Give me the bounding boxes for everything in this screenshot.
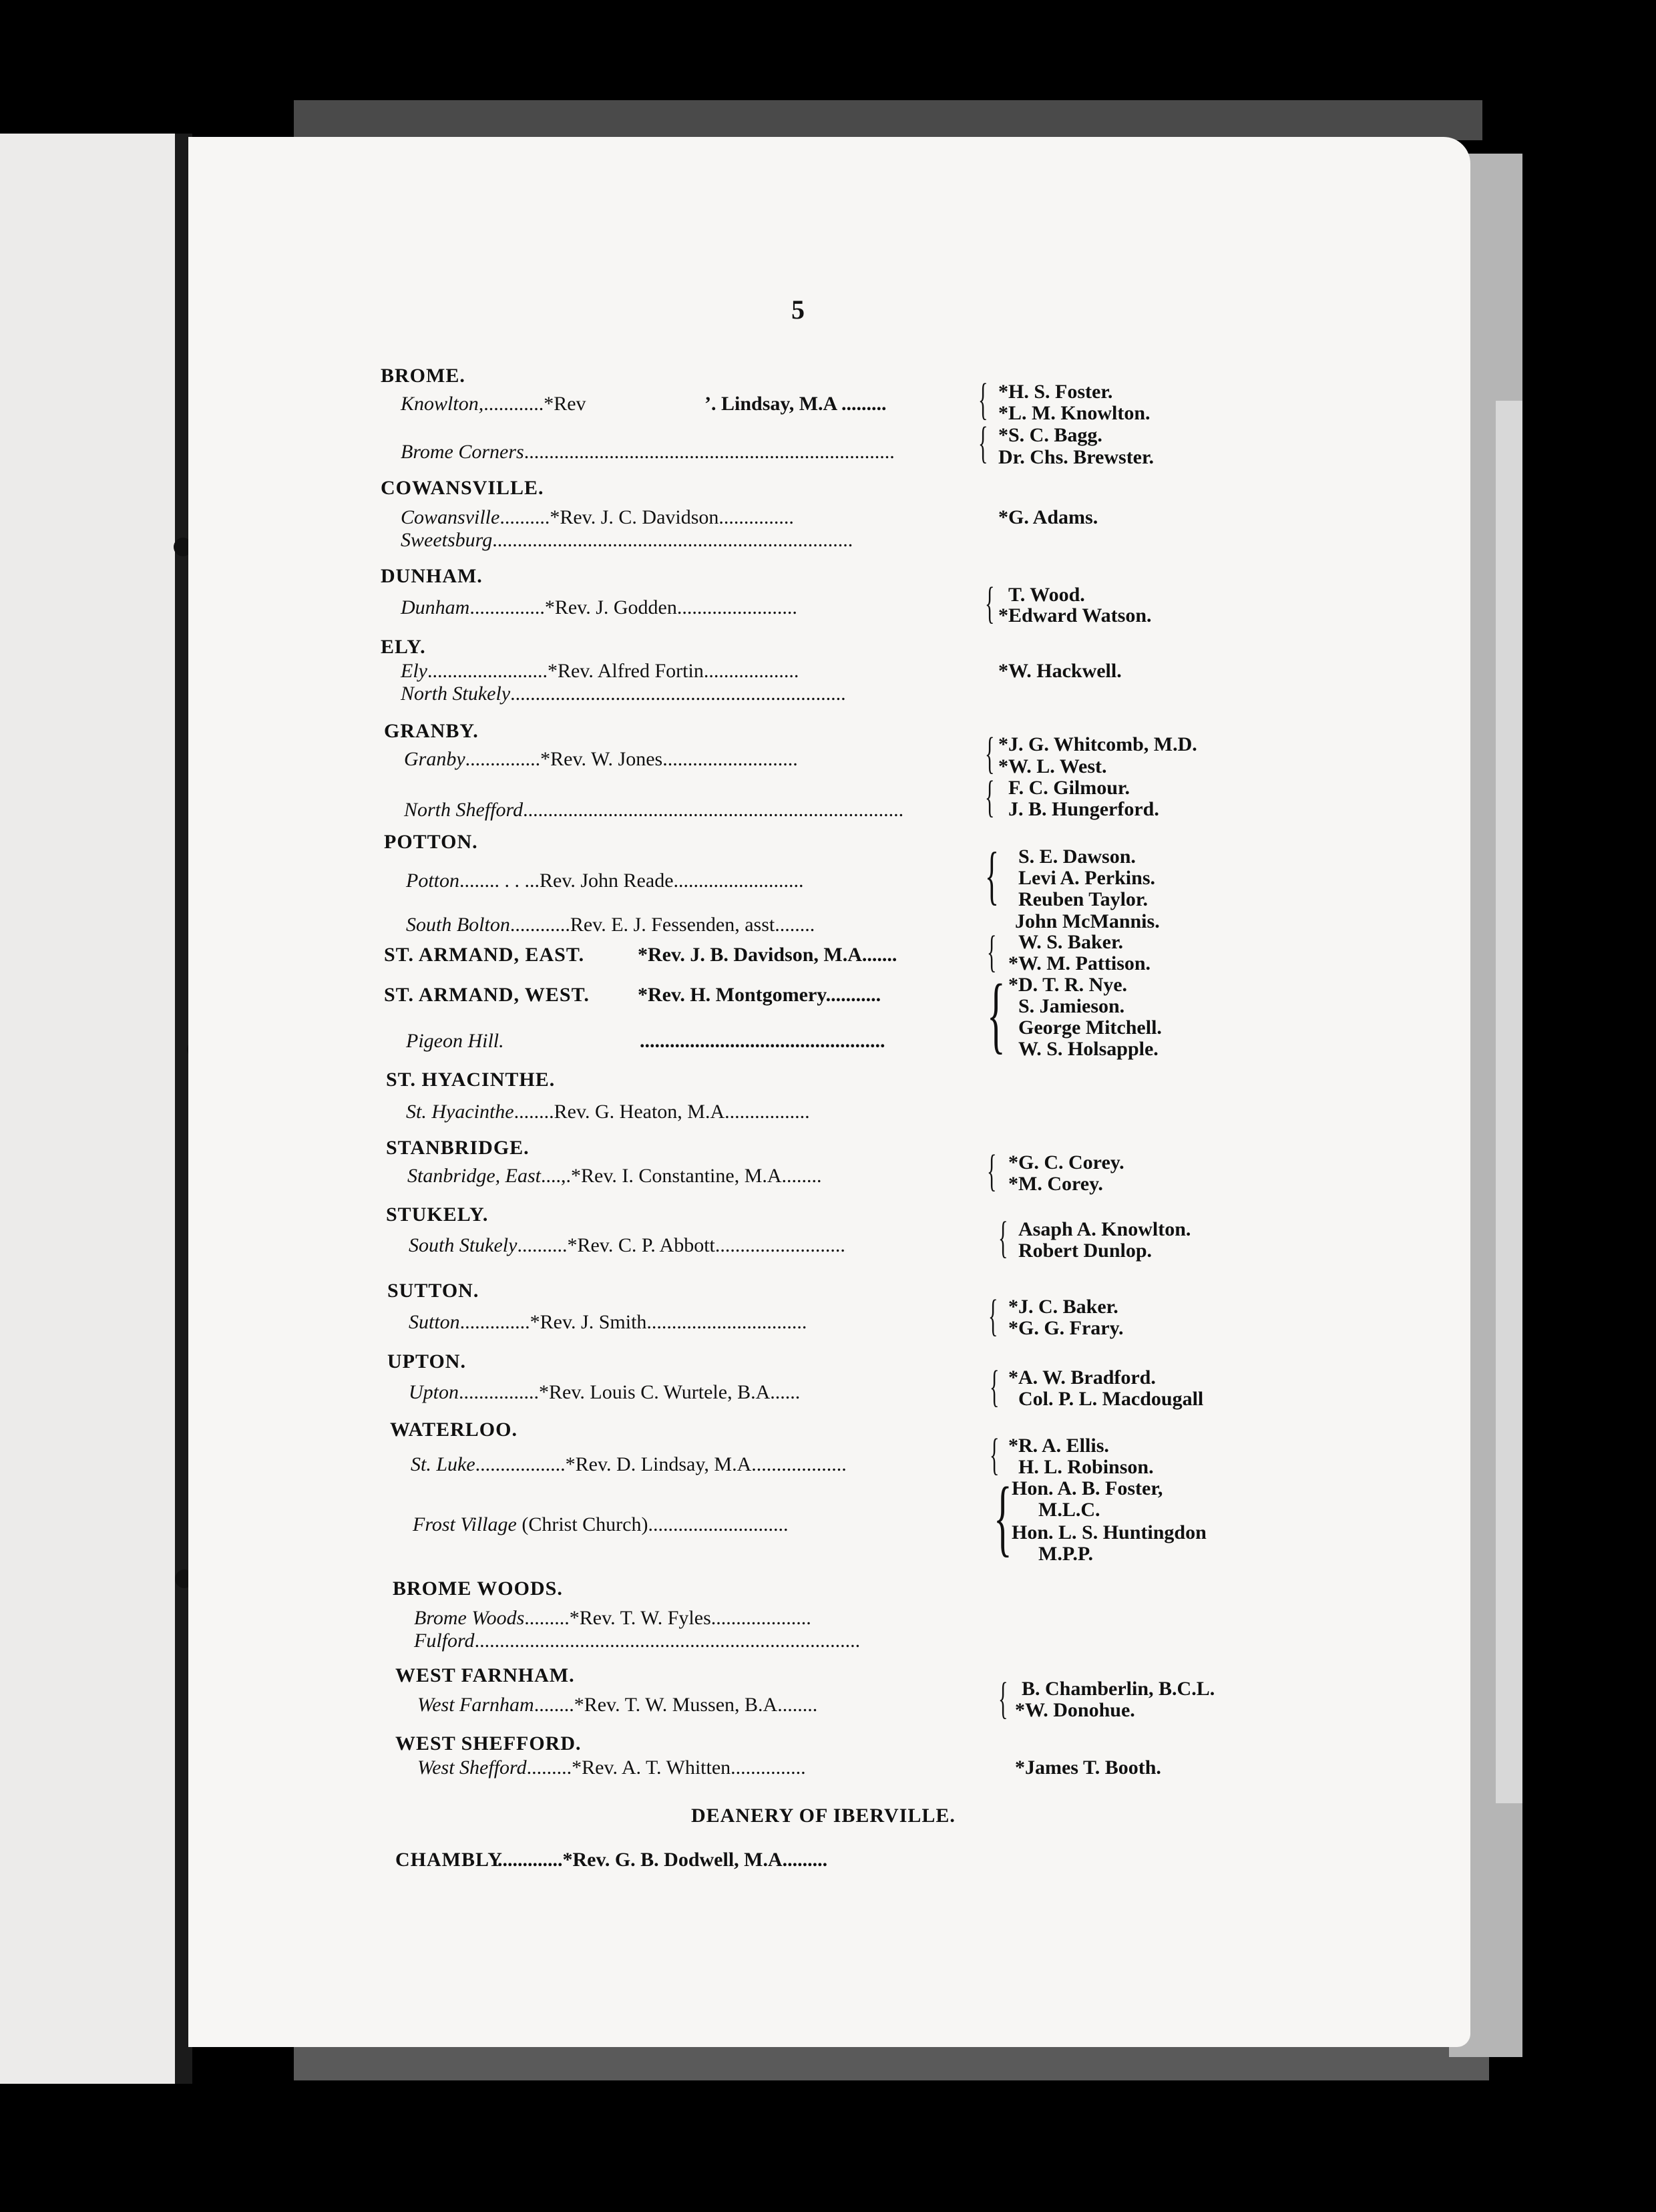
warden-name: Hon. A. B. Foster, (1012, 1477, 1163, 1499)
clergy-entry: ............Rev. E. J. Fessenden, asst........ (509, 914, 815, 936)
district-heading: ELY. (381, 636, 426, 658)
parish-name: Fulford (414, 1630, 475, 1652)
district-heading: UPTON. (387, 1350, 466, 1372)
district-heading: ST. ARMAND, EAST. (384, 944, 585, 966)
facing-page (0, 134, 187, 2084)
parish-row (406, 1102, 810, 1122)
warden-name: Dr. Chs. Brewster. (998, 446, 1155, 468)
page-edge-top (294, 100, 1482, 140)
warden-name: M.L.C. (1038, 1499, 1100, 1521)
warden-name: *G. G. Frary. (1008, 1317, 1124, 1339)
district-heading: GRANBY. (384, 720, 479, 742)
district-heading: BROME. (381, 365, 465, 387)
parish-row (414, 1631, 860, 1651)
warden-name: *James T. Booth. (1015, 1757, 1161, 1779)
parish-name: Knowlton, (401, 393, 484, 415)
clergy-entry: ............................................................................ (523, 799, 904, 821)
clergy-entry: .............*Rev. G. B. Dodwell, M.A......... (497, 1849, 828, 1871)
curly-brace: { (985, 840, 999, 911)
parish-name: Upton (409, 1381, 459, 1403)
parish-row (401, 442, 895, 462)
clergy-entry: ........Rev. G. Heaton, M.A................. (513, 1101, 810, 1123)
parish-name: Brome Corners (401, 441, 524, 463)
curly-brace: { (985, 578, 995, 628)
curly-brace: { (990, 1362, 1000, 1411)
parish-row (406, 915, 815, 935)
parish-row (417, 1695, 817, 1715)
warden-name: *H. S. Foster. (998, 381, 1113, 403)
parish-row (406, 871, 804, 891)
warden-name: *S. C. Bagg. (998, 424, 1102, 446)
parish-name: Potton (406, 870, 459, 892)
book-page (188, 137, 1470, 2047)
parish-row (401, 684, 846, 704)
warden-name: *R. A. Ellis. (1008, 1435, 1109, 1457)
warden-name: *W. M. Pattison. (1008, 952, 1151, 974)
clergy-entry: ..........*Rev. C. P. Abbott.......................... (517, 1234, 845, 1256)
warden-name: *W. Hackwell. (998, 660, 1122, 682)
parish-name: Sutton (409, 1311, 460, 1333)
parish-row (401, 661, 799, 681)
curly-brace: { (987, 967, 1006, 1062)
warden-name: *W. Donohue. (1015, 1699, 1135, 1721)
warden-name: *J. C. Baker. (1008, 1296, 1118, 1318)
clergy-entry: ........ . . ...Rev. John Reade.......................... (459, 870, 804, 892)
warden-name: Levi A. Perkins. (1018, 867, 1156, 889)
parish-name: West Shefford (417, 1757, 527, 1779)
curly-brace: { (987, 927, 997, 976)
page-edge-bottom (294, 2044, 1489, 2080)
district-heading: WEST SHEFFORD. (395, 1732, 582, 1755)
page-edge-right-torn (1496, 401, 1522, 1803)
parish-row (414, 1608, 811, 1628)
clergy-entry: ...............*Rev. J. Godden........................ (469, 596, 797, 618)
warden-name: Hon. L. S. Huntingdon (1012, 1521, 1207, 1543)
clergy-entry: ............................................................................. (474, 1630, 861, 1652)
clergy-entry: ..........*Rev. J. C. Davidson............... (499, 506, 794, 528)
parish-row (409, 1312, 807, 1332)
district-heading: COWANSVILLE. (381, 477, 544, 499)
curly-brace: { (985, 729, 995, 778)
warden-name: J. B. Hungerford. (1008, 798, 1159, 820)
parish-row (401, 508, 794, 528)
district-heading: STANBRIDGE. (386, 1137, 530, 1159)
clergy-entry: *Rev. J. B. Davidson, M.A....... (638, 944, 897, 966)
deanery-heading: DEANERY OF IBERVILLE. (691, 1805, 956, 1827)
clergy-entry: *Rev. H. Montgomery........... (638, 984, 881, 1006)
warden-name: *Edward Watson. (998, 604, 1152, 626)
parish-row (406, 1031, 504, 1051)
parish-name: South Bolton (406, 914, 510, 936)
clergy-entry: ’. Lindsay, M.A ......... (704, 393, 887, 415)
warden-name: *D. T. R. Nye. (1008, 974, 1128, 996)
curly-brace: { (998, 1674, 1008, 1723)
parish-row (401, 394, 586, 414)
parish-name: South Stukely (409, 1234, 518, 1256)
warden-name: *W. L. West. (998, 755, 1107, 777)
parish-row (404, 749, 798, 769)
page-number: 5 (791, 295, 805, 325)
parish-name: Pigeon Hill. (406, 1030, 504, 1052)
warden-name: George Mitchell. (1018, 1017, 1162, 1039)
clergy-entry: (Christ Church)............................ (516, 1513, 789, 1535)
clergy-entry: .........*Rev. T. W. Fyles.................... (524, 1607, 811, 1629)
warden-name: *M. Corey. (1008, 1173, 1103, 1195)
clergy-entry: ..............*Rev. J. Smith................................ (459, 1311, 807, 1333)
district-heading: ST. HYACINTHE. (386, 1069, 556, 1091)
clergy-entry: ........*Rev. T. W. Mussen, B.A........ (534, 1694, 818, 1716)
clergy-entry: ..................*Rev. D. Lindsay, M.A................... (475, 1453, 847, 1475)
clergy-entry: ...............*Rev. W. Jones........................... (465, 748, 798, 770)
parish-name: Brome Woods (414, 1607, 525, 1629)
clergy-entry: ........................................................................ (492, 529, 853, 551)
warden-name: *A. W. Bradford. (1008, 1366, 1156, 1389)
parish-row (407, 1166, 822, 1186)
clergy-entry: ....,.*Rev. I. Constantine, M.A........ (541, 1165, 822, 1187)
curly-brace: { (988, 1291, 998, 1340)
district-heading: CHAMBLY (395, 1849, 503, 1871)
district-heading: BROME WOODS. (393, 1578, 563, 1600)
warden-name: W. S. Baker. (1018, 931, 1124, 953)
district-heading: ST. ARMAND, WEST. (384, 984, 590, 1006)
clergy-entry: .........*Rev. A. T. Whitten............... (526, 1757, 806, 1779)
parish-row (401, 598, 797, 618)
parish-row (417, 1758, 806, 1778)
district-heading: SUTTON. (387, 1280, 479, 1302)
parish-name: West Farnham (417, 1694, 534, 1716)
parish-row (401, 530, 853, 550)
warden-name: W. S. Holsapple. (1018, 1038, 1159, 1060)
parish-name: St. Hyacinthe (406, 1101, 514, 1123)
warden-name: *J. G. Whitcomb, M.D. (998, 733, 1197, 755)
clergy-entry: ................*Rev. Louis C. Wurtele, B.A...... (459, 1381, 801, 1403)
warden-name: Reuben Taylor. (1018, 888, 1148, 910)
parish-row (411, 1455, 847, 1475)
parish-name: Frost Village (413, 1513, 517, 1535)
curly-brace: { (990, 1430, 1000, 1479)
parish-name: St. Luke (411, 1453, 475, 1475)
curly-brace: { (987, 1146, 997, 1195)
clergy-entry: ................................................................... (510, 683, 846, 705)
parish-name: Sweetsburg (401, 529, 493, 551)
parish-name: North Shefford (404, 799, 524, 821)
parish-row (404, 800, 903, 820)
parish-row (409, 1236, 845, 1256)
curly-brace: { (998, 1213, 1008, 1262)
curly-brace: { (978, 375, 988, 424)
district-heading: STUKELY. (386, 1204, 489, 1226)
warden-name: H. L. Robinson. (1018, 1456, 1154, 1478)
clergy-entry: .......................................................................... (524, 441, 895, 463)
district-heading: WATERLOO. (390, 1419, 518, 1441)
curly-brace: { (985, 772, 995, 821)
parish-name: Dunham (401, 596, 470, 618)
warden-name: S. E. Dawson. (1018, 846, 1136, 868)
warden-name: F. C. Gilmour. (1008, 777, 1130, 799)
warden-name: *G. Adams. (998, 506, 1098, 528)
district-heading: POTTON. (384, 831, 478, 853)
parish-name: Ely (401, 660, 427, 682)
clergy-entry: ............*Rev (483, 393, 586, 415)
warden-name: M.P.P. (1038, 1543, 1093, 1565)
district-heading: DUNHAM. (381, 565, 483, 587)
parish-name: North Stukely (401, 683, 511, 705)
warden-name: John McMannis. (1015, 910, 1160, 932)
curly-brace: { (978, 418, 988, 468)
clergy-entry: ........................*Rev. Alfred Fortin................... (427, 660, 799, 682)
parish-name: Stanbridge, East (407, 1165, 541, 1187)
parish-name: Cowansville (401, 506, 500, 528)
warden-name: B. Chamberlin, B.C.L. (1022, 1678, 1215, 1700)
warden-name: *G. C. Corey. (1008, 1151, 1124, 1173)
warden-name: Robert Dunlop. (1018, 1240, 1153, 1262)
warden-name: Col. P. L. Macdougall (1018, 1388, 1204, 1410)
parish-row (409, 1382, 800, 1403)
warden-name: T. Wood. (1008, 584, 1085, 606)
district-heading: WEST FARNHAM. (395, 1664, 575, 1686)
warden-name: S. Jamieson. (1018, 995, 1125, 1017)
parish-name: Granby (404, 748, 465, 770)
warden-name: Asaph A. Knowlton. (1018, 1218, 1191, 1240)
clergy-entry: ................................................. (640, 1030, 885, 1052)
curly-brace: { (994, 1470, 1012, 1565)
parish-row (413, 1515, 788, 1535)
warden-name: *L. M. Knowlton. (998, 402, 1151, 424)
